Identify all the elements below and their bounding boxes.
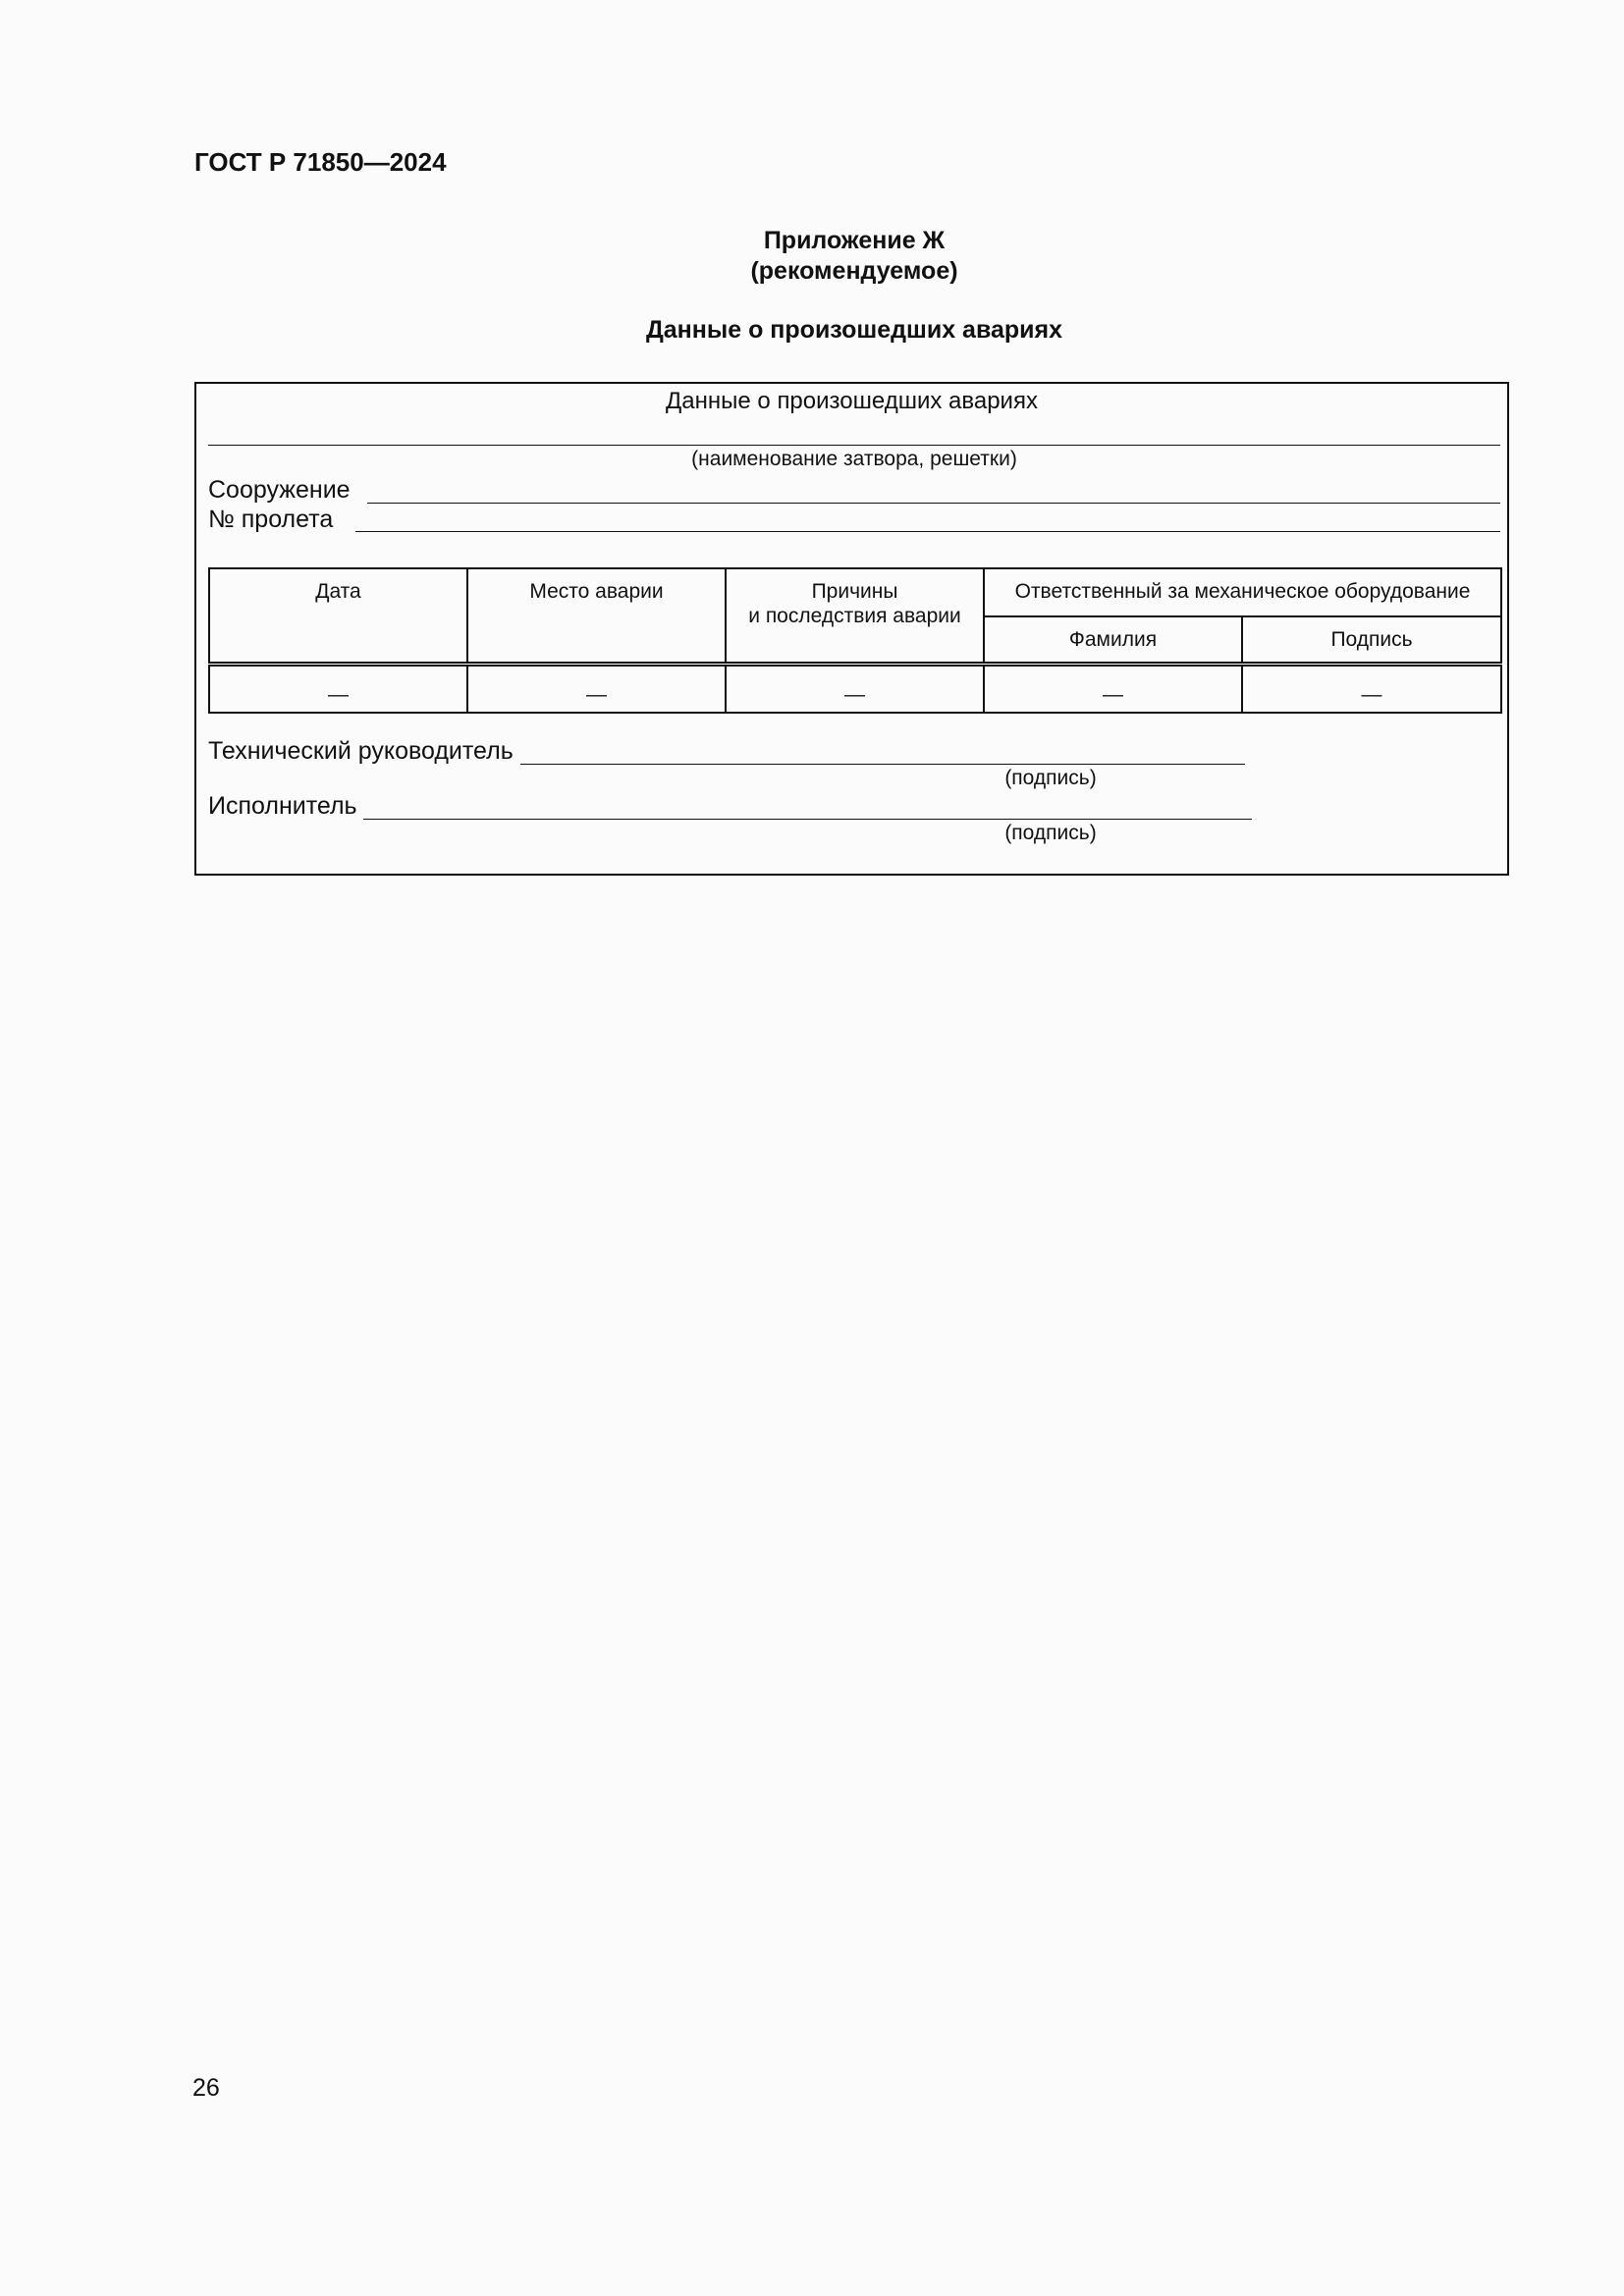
accident-form	[194, 382, 1509, 876]
accidents-table	[208, 567, 1502, 714]
name-line[interactable]	[208, 445, 1500, 446]
executor-label: Исполнитель	[208, 792, 357, 820]
header-responsible: Ответственный за механическое оборудование	[984, 568, 1501, 616]
standard-code: ГОСТ Р 71850—2024	[194, 147, 447, 177]
header-signature: Подпись	[1242, 616, 1501, 665]
tech-manager-signature-line[interactable]	[520, 764, 1245, 765]
executor-caption: (подпись)	[1004, 822, 1097, 844]
header-date: Дата	[209, 568, 467, 665]
header-place: Место аварии	[467, 568, 726, 665]
executor-signature-line[interactable]	[363, 819, 1252, 820]
structure-line[interactable]	[367, 503, 1500, 504]
span-line[interactable]	[355, 531, 1500, 532]
table-row	[209, 665, 1501, 714]
header-causes-line1: Причины	[811, 580, 898, 603]
name-caption: (наименование затвора, решетки)	[691, 448, 1017, 470]
cell-surname[interactable]: —	[984, 665, 1242, 714]
cell-signature[interactable]: —	[1242, 665, 1501, 714]
structure-label: Сооружение	[208, 476, 351, 504]
section-title: Данные о произошедших авариях	[645, 316, 1063, 344]
tech-manager-label: Технический руководитель	[208, 737, 514, 765]
appendix-title: Приложение Ж	[763, 227, 946, 254]
page-number: 26	[192, 2074, 220, 2102]
cell-date[interactable]: —	[209, 665, 467, 714]
cell-causes[interactable]: —	[726, 665, 984, 714]
header-causes-line2: и последствия аварии	[748, 605, 961, 627]
form-heading: Данные о произошедших авариях	[666, 388, 1038, 414]
header-causes	[726, 568, 984, 665]
cell-place[interactable]: —	[467, 665, 726, 714]
tech-manager-caption: (подпись)	[1004, 767, 1097, 789]
header-surname: Фамилия	[984, 616, 1242, 665]
span-label: № пролета	[208, 506, 334, 533]
appendix-kind: (рекомендуемое)	[750, 257, 958, 285]
